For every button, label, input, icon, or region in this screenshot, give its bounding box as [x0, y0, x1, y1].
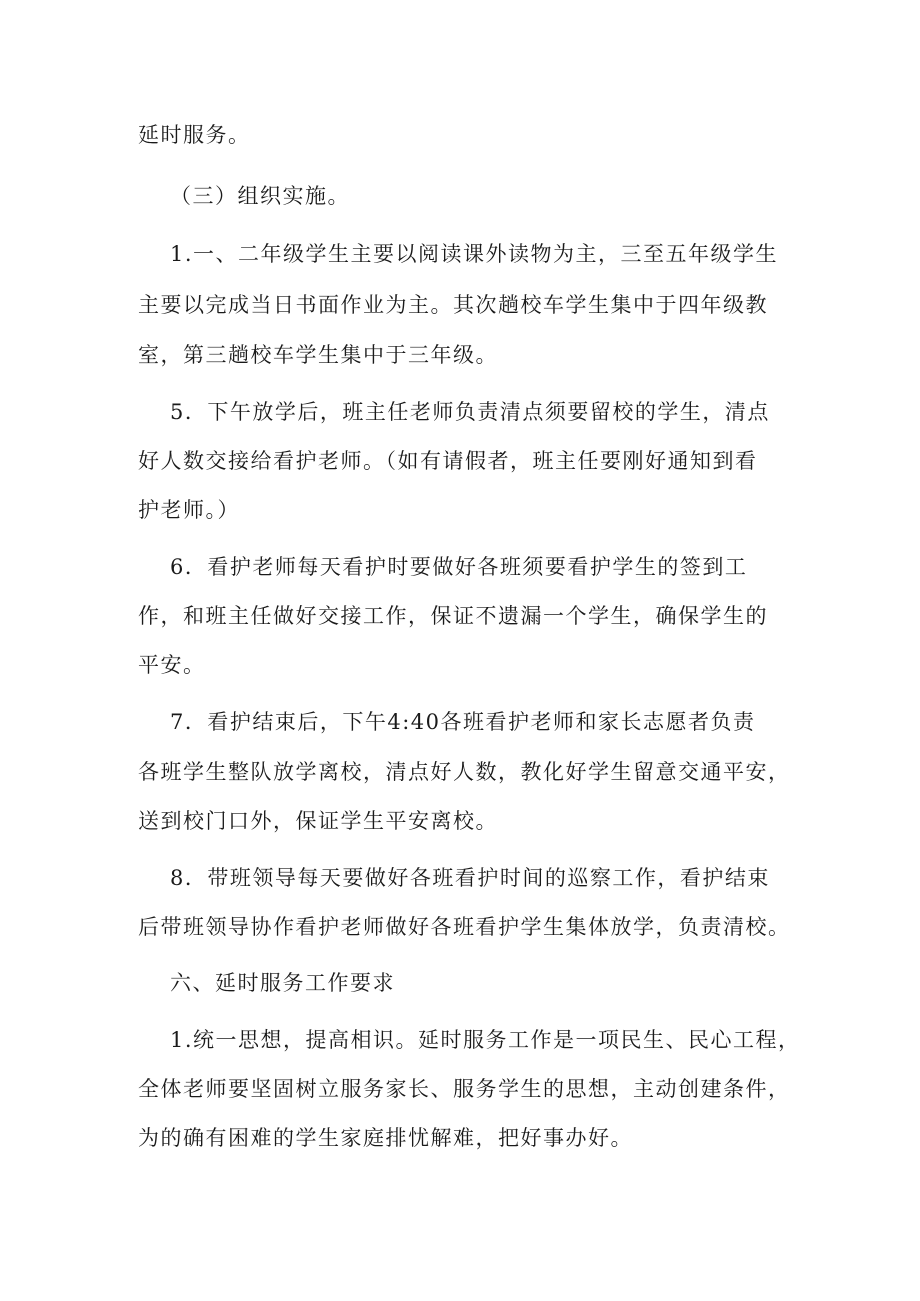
- text-line: 主要以完成当日书面作业为主。其次趟校车学生集中于四年级教: [138, 293, 768, 317]
- section-heading: 六、延时服务工作要求: [170, 971, 395, 995]
- text-line: 后带班领导协作看护老师做好各班看护学生集体放学，负责清校。: [138, 915, 791, 939]
- text-line: 护老师。）: [138, 498, 240, 522]
- text-line: 5．下午放学后，班主任老师负责清点须要留校的学生，清点: [170, 400, 770, 424]
- text-line: 6．看护老师每天看护时要做好各班须要看护学生的签到工: [170, 555, 748, 579]
- text-line: 为的确有困难的学生家庭排忧解难，把好事办好。: [138, 1126, 633, 1150]
- text-line: 送到校门口外，保证学生平安离校。: [138, 809, 498, 833]
- text-line: 7．看护结束后，下午4:40各班看护老师和家长志愿者负责: [170, 710, 756, 734]
- text-line: 8．带班领导每天要做好各班看护时间的巡察工作，看护结束: [170, 866, 770, 890]
- text-line: 平安。: [138, 653, 206, 677]
- text-line: 1.统一思想，提高相识。延时服务工作是一项民生、民心工程，: [170, 1028, 801, 1052]
- section-heading: （三）组织实施。: [170, 184, 350, 208]
- text-line: 好人数交接给看护老师。（如有请假者，班主任要刚好通知到看: [138, 449, 758, 473]
- text-line: 延时服务。: [138, 123, 251, 147]
- text-line: 作，和班主任做好交接工作，保证不遗漏一个学生，确保学生的: [138, 604, 768, 628]
- text-line: 1.一、二年级学生主要以阅读课外读物为主，三至五年级学生: [170, 242, 779, 266]
- text-line: 室，第三趟校车学生集中于三年级。: [138, 343, 498, 367]
- text-line: 各班学生整队放学离校，清点好人数，教化好学生留意交通平安，: [138, 760, 791, 784]
- text-line: 全体老师要坚固树立服务家长、服务学生的思想，主动创建条件，: [138, 1077, 791, 1101]
